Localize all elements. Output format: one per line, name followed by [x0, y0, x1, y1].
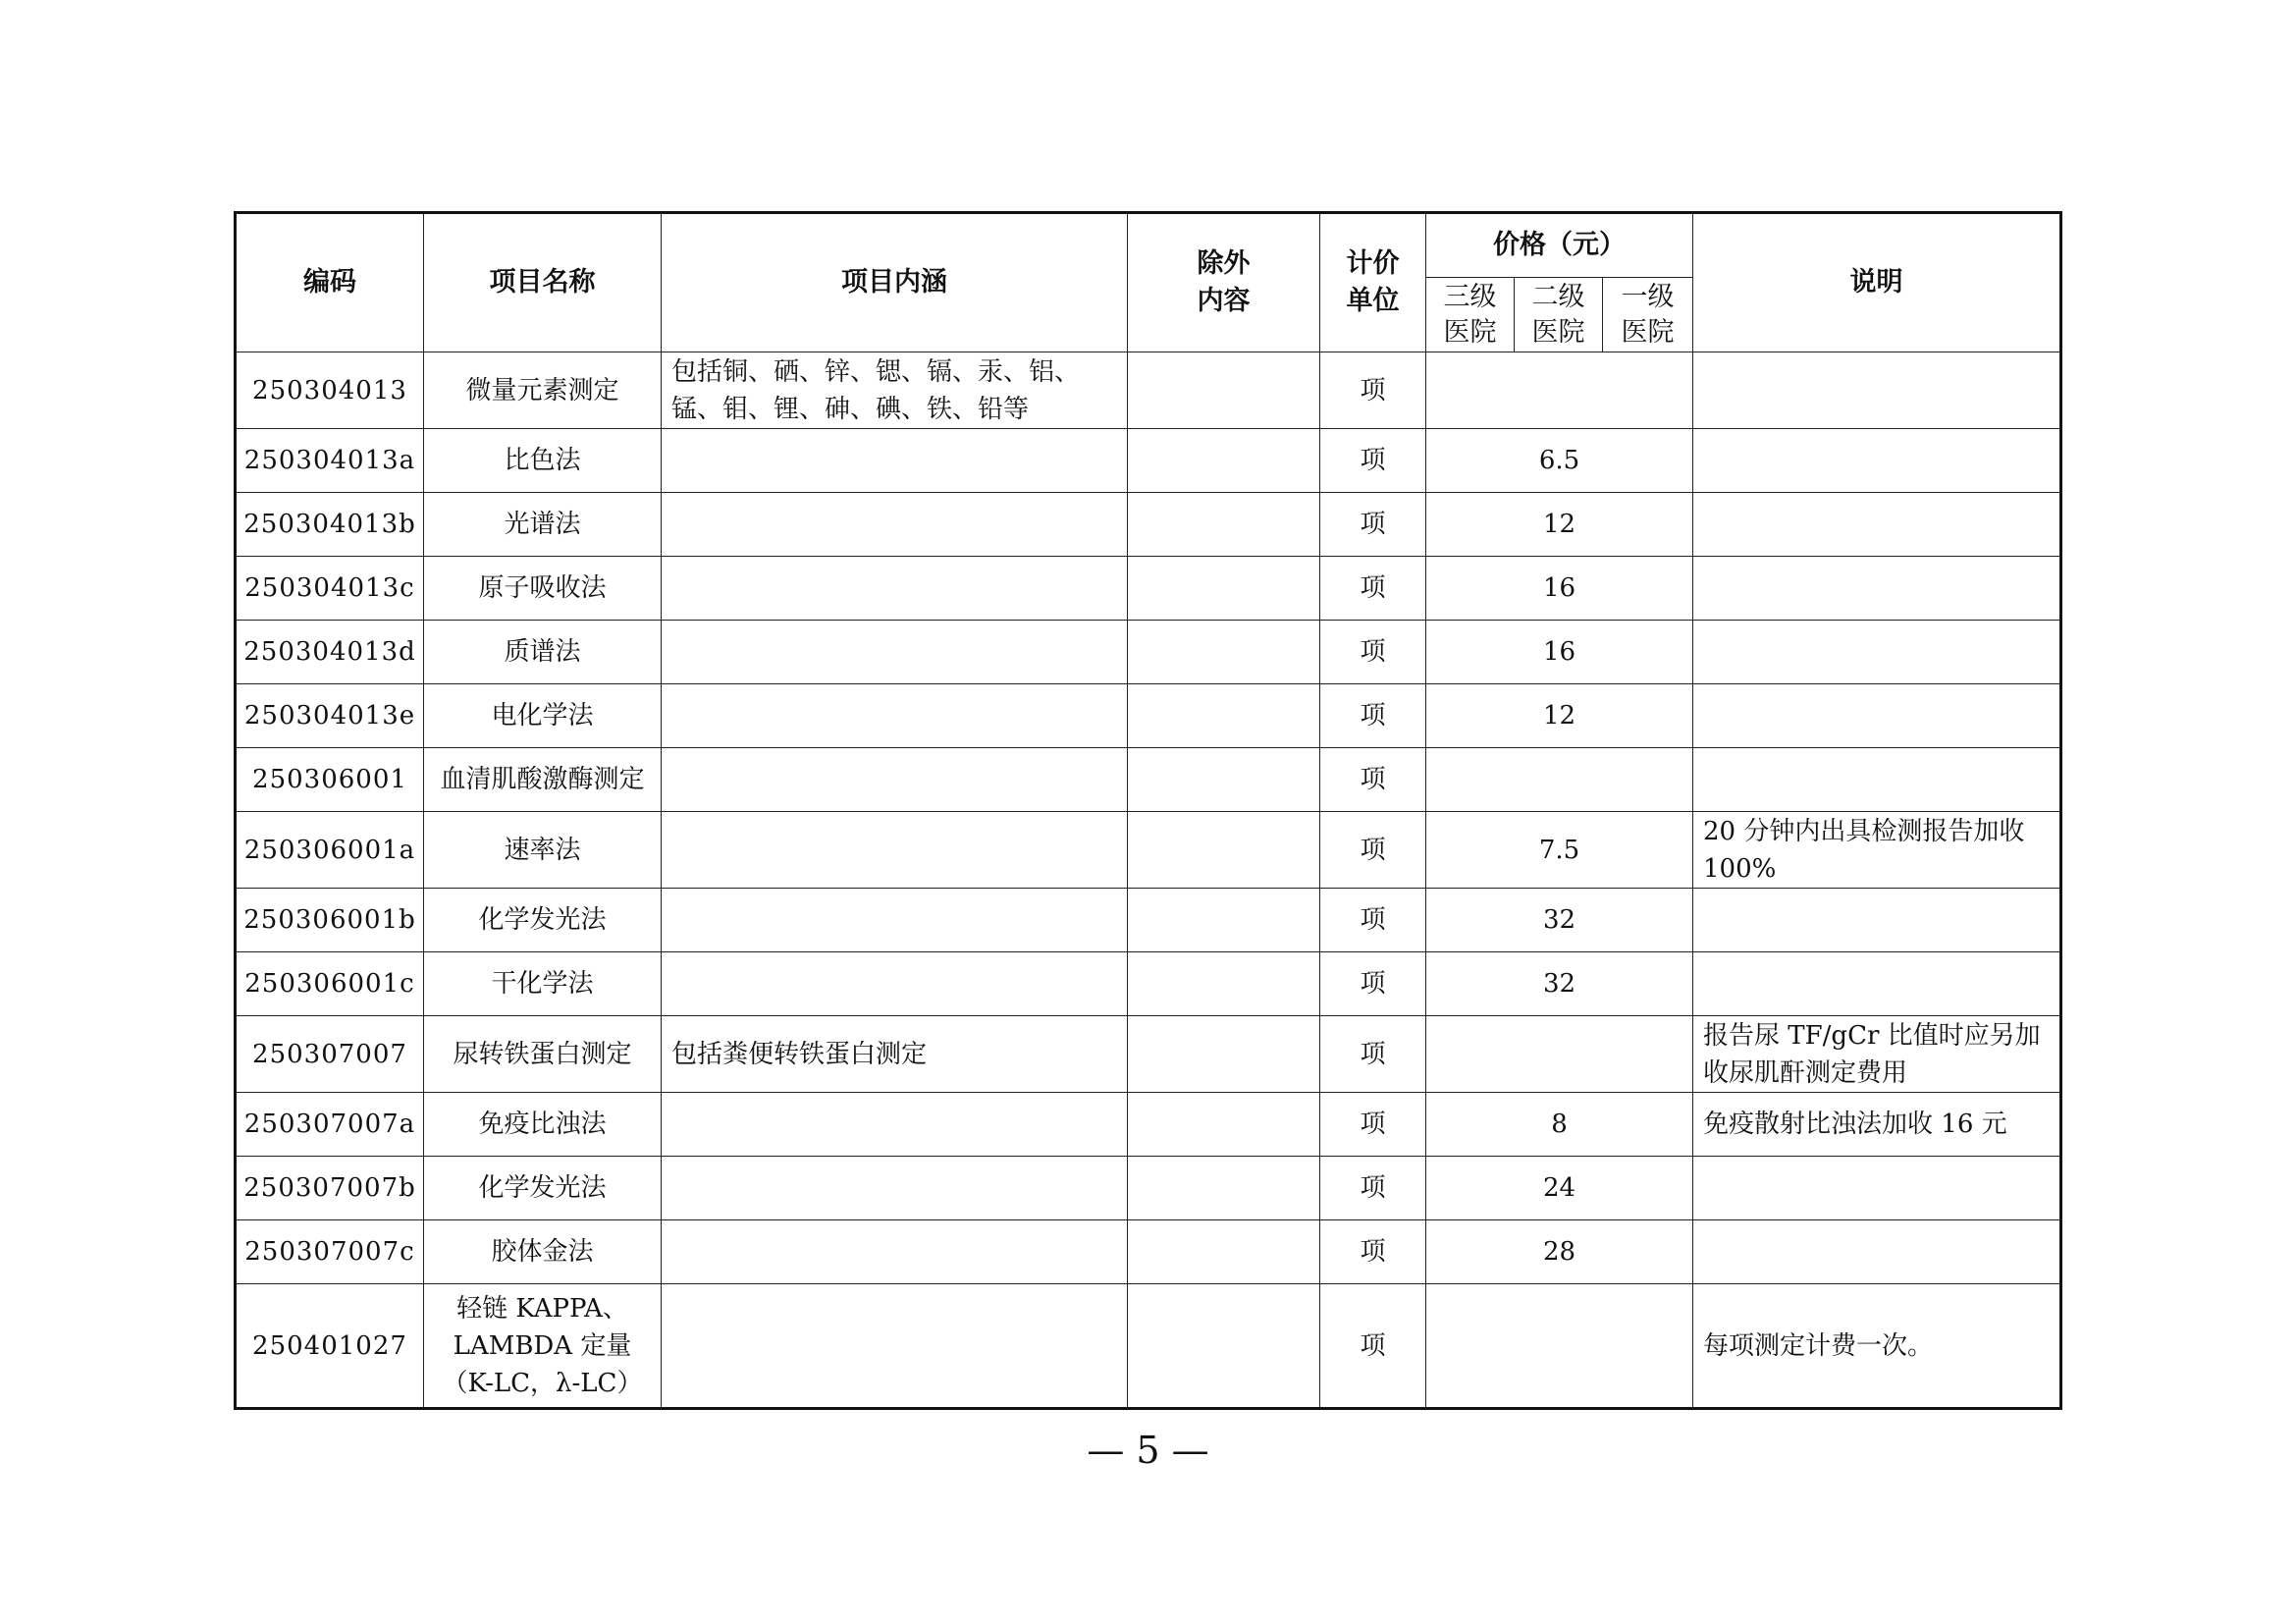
- cell-name: 免疫比浊法: [424, 1093, 662, 1157]
- cell-code: 250304013d: [236, 621, 424, 684]
- cell-price: 12: [1426, 493, 1693, 557]
- cell-price: 16: [1426, 557, 1693, 621]
- cell-code: 250304013c: [236, 557, 424, 621]
- cell-exclude: [1128, 352, 1320, 429]
- cell-name: 微量元素测定: [424, 352, 662, 429]
- cell-code: 250304013e: [236, 684, 424, 748]
- cell-content: [662, 952, 1128, 1016]
- cell-price: 8: [1426, 1093, 1693, 1157]
- cell-note: [1693, 1157, 2061, 1220]
- cell-unit: 项: [1320, 748, 1426, 812]
- table-row: [236, 952, 2061, 1016]
- cell-unit: 项: [1320, 493, 1426, 557]
- cell-price: 6.5: [1426, 429, 1693, 493]
- table-row: [236, 1093, 2061, 1157]
- price-table: [234, 211, 2062, 1410]
- cell-exclude: [1128, 429, 1320, 493]
- cell-content: [662, 812, 1128, 889]
- cell-code: 250306001: [236, 748, 424, 812]
- cell-note: [1693, 429, 2061, 493]
- cell-exclude: [1128, 952, 1320, 1016]
- cell-content: [662, 889, 1128, 952]
- cell-code: 250304013b: [236, 493, 424, 557]
- cell-note: [1693, 493, 2061, 557]
- cell-note: 每项测定计费一次。: [1693, 1284, 2061, 1409]
- cell-price: 32: [1426, 889, 1693, 952]
- cell-name: 速率法: [424, 812, 662, 889]
- table-row: [236, 352, 2061, 429]
- cell-code: 250307007: [236, 1016, 424, 1093]
- cell-code: 250307007b: [236, 1157, 424, 1220]
- cell-note: [1693, 352, 2061, 429]
- cell-note: [1693, 889, 2061, 952]
- cell-note: [1693, 684, 2061, 748]
- cell-code: 250307007a: [236, 1093, 424, 1157]
- cell-exclude: [1128, 1093, 1320, 1157]
- table-row: [236, 1220, 2061, 1284]
- cell-content: [662, 621, 1128, 684]
- cell-code: 250304013a: [236, 429, 424, 493]
- cell-note: [1693, 748, 2061, 812]
- cell-price: [1426, 748, 1693, 812]
- cell-unit: 项: [1320, 889, 1426, 952]
- cell-price: [1426, 352, 1693, 429]
- cell-name: 胶体金法: [424, 1220, 662, 1284]
- cell-name: 干化学法: [424, 952, 662, 1016]
- cell-name: 轻链 KAPPA、LAMBDA 定量（K-LC，λ-LC）: [424, 1284, 662, 1409]
- cell-unit: 项: [1320, 557, 1426, 621]
- cell-code: 250304013: [236, 352, 424, 429]
- cell-name: 光谱法: [424, 493, 662, 557]
- header-level2: 二级 医院: [1515, 278, 1603, 352]
- table-row: [236, 748, 2061, 812]
- cell-content: [662, 429, 1128, 493]
- cell-note: 报告尿 TF/gCr 比值时应另加收尿肌酐测定费用: [1693, 1016, 2061, 1093]
- cell-exclude: [1128, 1016, 1320, 1093]
- table-row: [236, 684, 2061, 748]
- cell-unit: 项: [1320, 952, 1426, 1016]
- cell-content: [662, 557, 1128, 621]
- cell-exclude: [1128, 557, 1320, 621]
- cell-name: 血清肌酸激酶测定: [424, 748, 662, 812]
- header-level3: 三级 医院: [1426, 278, 1515, 352]
- cell-price: [1426, 1016, 1693, 1093]
- cell-note: [1693, 952, 2061, 1016]
- table-row: [236, 557, 2061, 621]
- cell-price: 28: [1426, 1220, 1693, 1284]
- cell-name: 质谱法: [424, 621, 662, 684]
- cell-content: [662, 1220, 1128, 1284]
- cell-code: 250306001b: [236, 889, 424, 952]
- cell-unit: 项: [1320, 621, 1426, 684]
- table-row: [236, 1016, 2061, 1093]
- cell-exclude: [1128, 812, 1320, 889]
- cell-name: 电化学法: [424, 684, 662, 748]
- cell-unit: 项: [1320, 1093, 1426, 1157]
- cell-unit: 项: [1320, 1016, 1426, 1093]
- cell-unit: 项: [1320, 1220, 1426, 1284]
- cell-note: 20 分钟内出具检测报告加收 100%: [1693, 812, 2061, 889]
- cell-price: [1426, 1284, 1693, 1409]
- header-unit: 计价 单位: [1320, 213, 1426, 352]
- cell-note: [1693, 557, 2061, 621]
- cell-exclude: [1128, 493, 1320, 557]
- cell-name: 比色法: [424, 429, 662, 493]
- table-row: [236, 812, 2061, 889]
- cell-name: 原子吸收法: [424, 557, 662, 621]
- cell-exclude: [1128, 621, 1320, 684]
- header-price: 价格（元）: [1426, 213, 1693, 278]
- cell-content: 包括铜、硒、锌、锶、镉、汞、铝、锰、钼、锂、砷、碘、铁、铅等: [662, 352, 1128, 429]
- cell-code: 250307007c: [236, 1220, 424, 1284]
- header-note: 说明: [1693, 213, 2061, 352]
- price-table-container: [234, 211, 2059, 1410]
- cell-exclude: [1128, 684, 1320, 748]
- cell-unit: 项: [1320, 1284, 1426, 1409]
- table-body: [236, 352, 2061, 1409]
- header-content: 项目内涵: [662, 213, 1128, 352]
- cell-unit: 项: [1320, 812, 1426, 889]
- cell-content: 包括粪便转铁蛋白测定: [662, 1016, 1128, 1093]
- cell-content: [662, 1284, 1128, 1409]
- header-code: 编码: [236, 213, 424, 352]
- header-name: 项目名称: [424, 213, 662, 352]
- cell-code: 250306001c: [236, 952, 424, 1016]
- header-exclude: 除外 内容: [1128, 213, 1320, 352]
- table-row: [236, 493, 2061, 557]
- cell-exclude: [1128, 889, 1320, 952]
- cell-content: [662, 748, 1128, 812]
- cell-note: [1693, 621, 2061, 684]
- table-row: [236, 1284, 2061, 1409]
- cell-unit: 项: [1320, 684, 1426, 748]
- cell-name: 化学发光法: [424, 889, 662, 952]
- cell-price: 32: [1426, 952, 1693, 1016]
- cell-name: 化学发光法: [424, 1157, 662, 1220]
- cell-exclude: [1128, 748, 1320, 812]
- cell-code: 250306001a: [236, 812, 424, 889]
- page-number: — 5 —: [1087, 1429, 1209, 1472]
- table-row: [236, 889, 2061, 952]
- cell-unit: 项: [1320, 1157, 1426, 1220]
- cell-exclude: [1128, 1284, 1320, 1409]
- table-row: [236, 429, 2061, 493]
- cell-note: [1693, 1220, 2061, 1284]
- cell-content: [662, 493, 1128, 557]
- table-row: [236, 1157, 2061, 1220]
- cell-price: 7.5: [1426, 812, 1693, 889]
- header-level1: 一级 医院: [1603, 278, 1693, 352]
- cell-name: 尿转铁蛋白测定: [424, 1016, 662, 1093]
- cell-content: [662, 684, 1128, 748]
- cell-price: 16: [1426, 621, 1693, 684]
- cell-note: 免疫散射比浊法加收 16 元: [1693, 1093, 2061, 1157]
- cell-unit: 项: [1320, 429, 1426, 493]
- cell-content: [662, 1157, 1128, 1220]
- cell-price: 24: [1426, 1157, 1693, 1220]
- table-row: [236, 621, 2061, 684]
- cell-exclude: [1128, 1157, 1320, 1220]
- cell-content: [662, 1093, 1128, 1157]
- cell-unit: 项: [1320, 352, 1426, 429]
- cell-exclude: [1128, 1220, 1320, 1284]
- cell-price: 12: [1426, 684, 1693, 748]
- cell-code: 250401027: [236, 1284, 424, 1409]
